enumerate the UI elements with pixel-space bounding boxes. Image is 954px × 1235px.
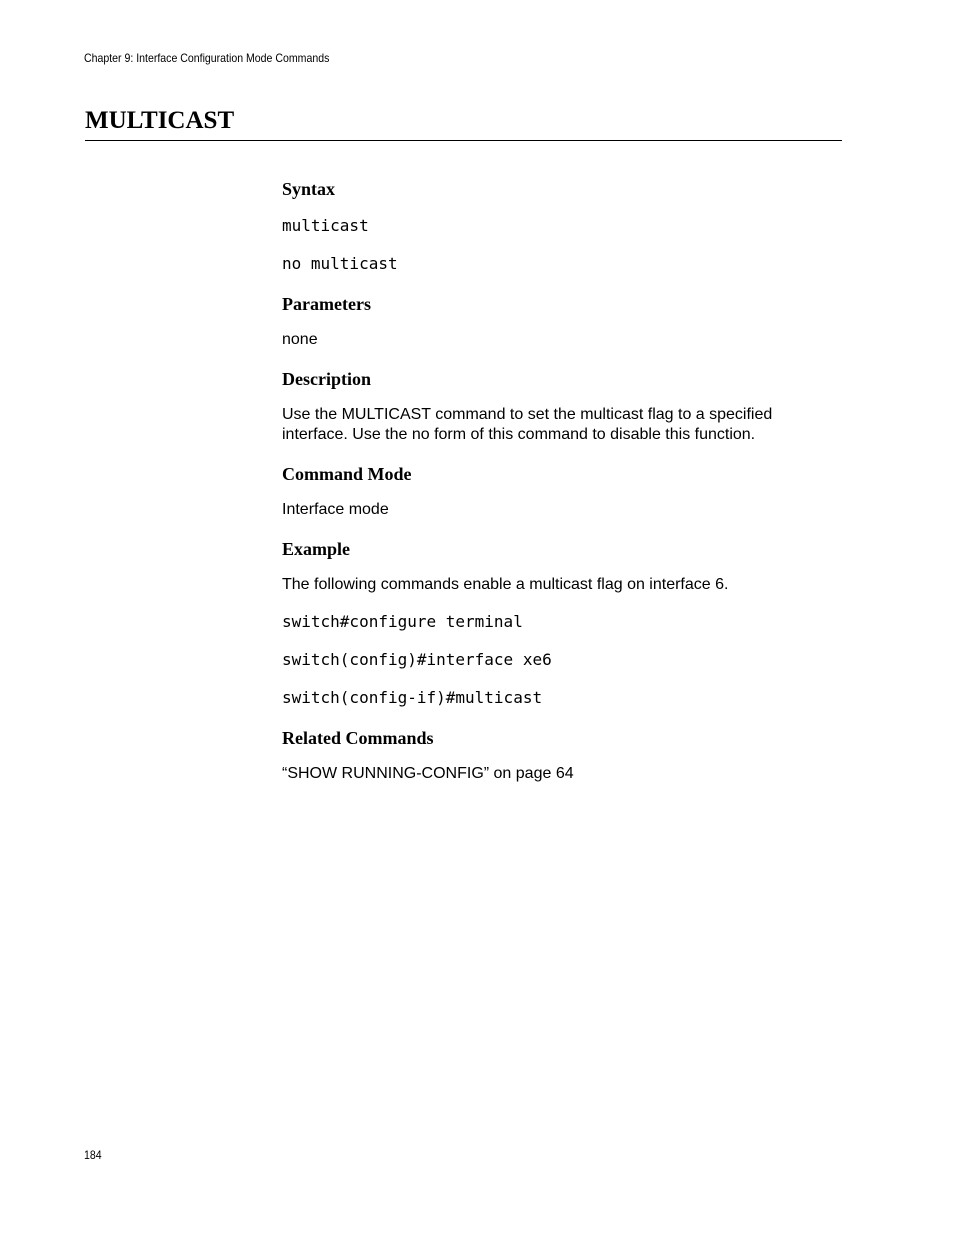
parameters-section [282,291,822,350]
command-mode-heading: Command Mode [282,464,412,484]
syntax-heading: Syntax [282,179,336,199]
command-mode-section [282,461,822,520]
related-command-link[interactable]: “SHOW RUNNING-CONFIG” on page 64 [282,765,574,782]
body-column [282,176,822,784]
description-text: Use the MULTICAST command to set the multicast flag to a specified interface. Use the no form of this command to disable this function. [282,406,773,443]
syntax-line: multicast [282,216,369,235]
related-commands-section [282,725,822,784]
related-commands-heading: Related Commands [282,728,434,748]
description-section [282,366,822,445]
parameters-heading: Parameters [282,294,371,314]
parameters-text: none [282,331,318,348]
page-title: MULTICAST [85,107,235,134]
example-section [282,536,822,709]
page-number: 184 [84,1148,102,1162]
example-line: switch(config)#interface xe6 [282,650,552,669]
command-mode-text: Interface mode [282,501,389,518]
description-heading: Description [282,369,371,389]
syntax-line: no multicast [282,254,398,273]
example-intro: The following commands enable a multicast flag on interface 6. [282,576,729,593]
example-line: switch(config-if)#multicast [282,688,543,707]
title-rule [85,140,842,141]
example-line: switch#configure terminal [282,612,523,631]
example-heading: Example [282,539,351,559]
syntax-section [282,176,822,275]
running-header: Chapter 9: Interface Configuration Mode Commands [84,51,330,65]
